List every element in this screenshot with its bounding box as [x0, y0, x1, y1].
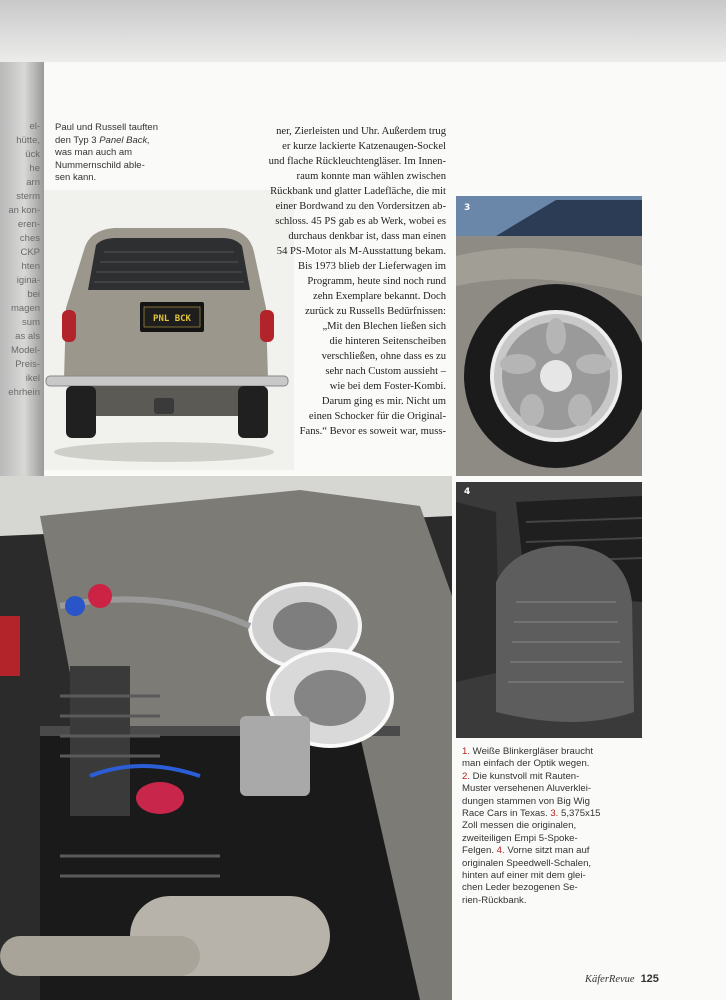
body-line: Bis 1973 blieb der Lieferwagen im: [298, 261, 446, 272]
body-line: und flache Rückleuchtengläser. Im Innen-: [268, 156, 446, 167]
gutter-fragment: Preis-: [15, 359, 40, 370]
gutter-fragment: igina-: [16, 275, 40, 286]
body-line: einer Bordwand zu den Vordersitzen ab-: [275, 201, 446, 212]
fuel-fitting: [88, 584, 112, 608]
caption-line: Felgen. 4. Vorne sitzt man auf: [462, 845, 590, 857]
caption-line: originalen Speedwell-Schalen,: [462, 857, 592, 869]
oil-filter: [136, 782, 184, 814]
gutter-fragment: hütte,: [16, 135, 40, 146]
gutter-fragment: as als: [15, 331, 40, 342]
body-line: Rückbank und glatter Ladefläche, die mit: [270, 186, 446, 197]
body-line: wie bei dem Foster-Kombi.: [329, 381, 446, 392]
bucket-seat: [496, 546, 634, 722]
gutter-fragment: CKP: [20, 247, 40, 258]
wheel-illustration: [456, 196, 642, 476]
body-line: verschließen, ohne dass es zu: [321, 351, 446, 362]
body-line: er kurze lackierte Katzenaugen-Sockel: [282, 141, 446, 152]
caption-line: Zoll messen die originalen,: [462, 820, 577, 832]
caption-line: chen Leder bezogenen Se-: [462, 882, 578, 894]
magazine-name: KäferRevue: [585, 974, 635, 985]
caption-line: man einfach der Optik wegen.: [462, 758, 590, 770]
gutter-fragment: eren-: [17, 219, 40, 230]
gutter-fragment: bei: [27, 289, 40, 300]
body-line: ner, Zierleisten und Uhr. Außerdem trug: [276, 126, 446, 137]
page-number: 125: [640, 973, 659, 985]
gutter-fragment: Model-: [10, 345, 40, 356]
caption-line: 2. Die kunstvoll mit Rauten-: [462, 770, 580, 782]
body-line: zehn Exemplare bekannt. Doch: [313, 291, 446, 302]
body-line: raum konnte man wählen zwischen: [296, 171, 446, 182]
photo-number: 3: [464, 203, 471, 213]
caption-line: dungen stammen von Big Wig: [462, 795, 590, 807]
caption-line: Race Cars in Texas. 3. 5,375x15: [462, 808, 601, 820]
gutter-fragment: arn: [26, 177, 40, 188]
body-line: Programm, heute sind noch rund: [307, 276, 446, 287]
gutter-fragment: el-: [29, 121, 40, 132]
body-line: „Mit den Blechen ließen sich: [322, 321, 446, 332]
engine-block: [70, 666, 130, 816]
page-footer: [585, 973, 659, 985]
body-line: die hinteren Seitenscheiben: [329, 336, 446, 347]
caption-line: 1. Weiße Blinkergläser braucht: [462, 746, 594, 757]
left-tail-light: [62, 310, 76, 342]
body-line: Darum ging es mir. Nicht um: [321, 396, 446, 407]
article-body-column: [232, 124, 446, 439]
photo-wheel: [456, 196, 642, 476]
photo-seats: [456, 482, 642, 738]
hub-cap: [540, 360, 572, 392]
caption-line: Paul und Russell tauften: [55, 122, 158, 133]
body-line: zurück zu Russells Bedürfnissen:: [305, 306, 446, 317]
body-line: Fans.“ Bevor es soweit war, muss-: [299, 426, 446, 437]
engine-illustration: [0, 476, 452, 1000]
page-top-edge: [0, 0, 726, 62]
gutter-fragment: magen: [10, 303, 40, 314]
caption-line: Nummernschild able-: [55, 159, 145, 171]
caption-line: Muster versehenen Aluverklei-: [462, 783, 592, 795]
caption-line: den Typ 3 Panel Back,: [55, 134, 150, 146]
gutter-fragment: an kon-: [8, 205, 40, 216]
gutter-fragment: sum: [22, 317, 40, 328]
seats-illustration: [456, 482, 642, 738]
left-tire: [66, 386, 96, 438]
plate-text: PNL BCK: [153, 314, 191, 324]
previous-page-fragments: [4, 120, 40, 400]
carburetor: [240, 716, 310, 796]
gutter-fragment: ehrhein: [8, 387, 40, 398]
body-line: durchaus denkbar ist, dass man einen: [288, 231, 446, 242]
gutter-fragment: hten: [21, 261, 40, 272]
caption-line: was man auch am: [55, 147, 133, 158]
gutter-fragment: ück: [25, 149, 40, 160]
caption-line: rien-Rückbank.: [462, 894, 527, 906]
body-line: einen Schocker für die Original-: [308, 411, 446, 422]
gutter-fragment: sterm: [16, 191, 40, 202]
caption-line: sen kann.: [55, 172, 97, 183]
caption-photos-1-4: [462, 746, 622, 907]
caption-line: zweiteiligen Empi 5-Spoke-: [462, 832, 578, 844]
body-line: 54 PS-Motor als M-Ausstattung bekam.: [276, 246, 446, 257]
photo-engine-bay: [0, 476, 452, 1000]
gutter-fragment: ikel: [25, 373, 40, 384]
body-line: schloss. 45 PS gab es ab Werk, wobei es: [275, 216, 446, 227]
photo-number: 4: [464, 487, 471, 497]
gutter-fragment: he: [29, 163, 40, 174]
caption-line: hinten auf einer mit dem glei-: [462, 870, 586, 882]
gutter-fragment: ches: [19, 233, 40, 244]
body-line: sehr nach Custom aussieht –: [325, 366, 446, 377]
caption-photo-1: [55, 122, 180, 185]
